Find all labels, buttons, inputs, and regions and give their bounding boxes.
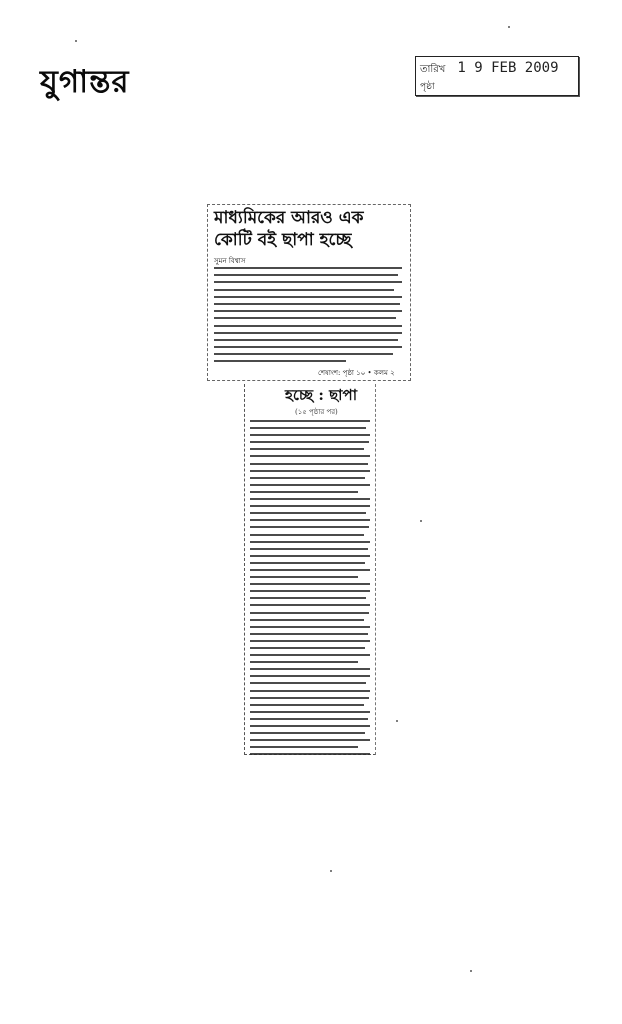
text-line [214, 360, 346, 362]
text-line [250, 675, 370, 677]
scan-speck [420, 520, 422, 522]
text-line [214, 317, 396, 319]
continuation-clipping [244, 384, 376, 755]
text-line [250, 697, 369, 699]
text-line [250, 647, 365, 649]
text-line [250, 739, 370, 741]
text-line [214, 303, 400, 305]
text-line [250, 519, 370, 521]
text-line [214, 289, 394, 291]
text-line [250, 541, 370, 543]
text-line [250, 434, 370, 436]
text-line [250, 711, 370, 713]
text-line [214, 339, 398, 341]
newspaper-masthead: যুগান্তর [40, 64, 130, 100]
text-line [250, 505, 370, 507]
text-line [250, 753, 370, 755]
text-line [250, 569, 370, 571]
text-line [250, 604, 370, 606]
text-line [250, 448, 364, 450]
text-line [250, 682, 366, 684]
scan-speck [396, 720, 398, 722]
text-line [214, 346, 402, 348]
text-line [250, 463, 368, 465]
text-line [250, 491, 358, 493]
text-line [250, 484, 370, 486]
text-line [214, 325, 402, 327]
text-line [250, 548, 368, 550]
scan-speck [508, 26, 510, 28]
text-line [250, 633, 368, 635]
stamp-page-row [420, 79, 435, 94]
text-line [250, 420, 370, 422]
text-line [250, 498, 370, 500]
text-line [250, 526, 369, 528]
text-line [250, 619, 364, 621]
stamp-page-label: পৃষ্ঠা [420, 82, 435, 92]
scan-speck [75, 40, 77, 42]
text-line [214, 332, 402, 334]
text-line [250, 555, 370, 557]
text-line [250, 640, 370, 642]
text-line [250, 583, 370, 585]
news-clipping [207, 204, 411, 381]
text-line [250, 427, 366, 429]
text-line [250, 562, 365, 564]
clipping-headline: মাধ্যমিকের আরও এক কোটি বই ছাপা হচ্ছে [214, 208, 364, 250]
scan-speck [330, 870, 332, 872]
text-line [214, 296, 402, 298]
text-line [250, 441, 369, 443]
text-line [250, 746, 358, 748]
continuation-title: হচ্ছে : ছাপা [285, 386, 358, 404]
clipping-byline: সুমন বিশ্বাস [214, 257, 246, 265]
text-line [250, 455, 370, 457]
text-line [214, 274, 398, 276]
text-line [250, 661, 358, 663]
scan-speck [470, 970, 472, 972]
continuation-body-text [250, 420, 370, 761]
text-line [250, 512, 366, 514]
text-line [250, 718, 368, 720]
text-line [250, 590, 370, 592]
stamp-date-value: 1 9 FEB 2009 [457, 60, 559, 76]
text-line [250, 725, 370, 727]
clipping-continuation-note: শেষাংশ: পৃষ্ঠা ১০ • কলম ২ [318, 369, 395, 377]
text-line [250, 690, 370, 692]
text-line [214, 281, 402, 283]
text-line [250, 732, 365, 734]
text-line [250, 477, 365, 479]
continuation-subtitle: (১৫ পৃষ্ঠার পর) [295, 408, 338, 416]
text-line [250, 654, 370, 656]
date-stamp [415, 56, 579, 96]
text-line [214, 310, 402, 312]
text-line [214, 353, 393, 355]
text-line [250, 668, 370, 670]
text-line [214, 267, 402, 269]
text-line [250, 626, 370, 628]
stamp-date-row [420, 60, 559, 79]
text-line [250, 612, 369, 614]
text-line [250, 576, 358, 578]
text-line [250, 597, 366, 599]
text-line [250, 470, 370, 472]
text-line [250, 704, 364, 706]
clipping-body-text [214, 267, 402, 368]
text-line [250, 534, 364, 536]
stamp-date-label: তারিখ [420, 64, 446, 75]
